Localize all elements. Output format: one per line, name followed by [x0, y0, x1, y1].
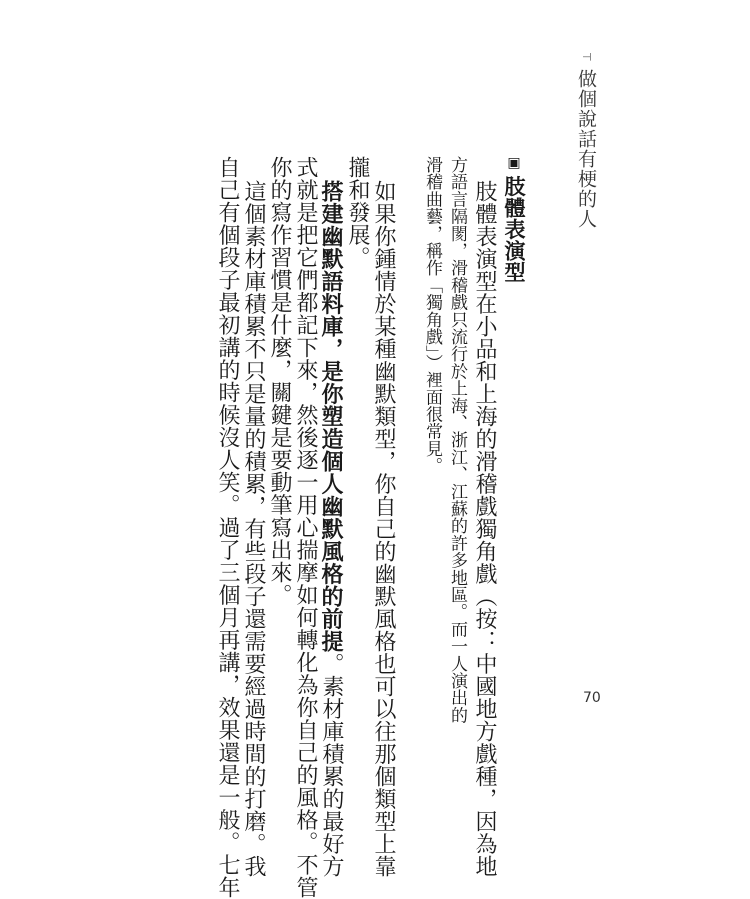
paragraph-line [320, 180, 342, 878]
paragraph-line: 自己有個段子最初講的時候沒人笑。過了三個月再講，效果還是一般。七年 [215, 156, 240, 899]
paragraph-line: 攏和發展。 [345, 156, 370, 269]
section-marker-icon: ▣ [506, 155, 522, 172]
paragraph-line: 方語言隔閡，滑稽戲只流行於上海、浙江、江蘇的許多地區。而一人演出的 [447, 156, 467, 724]
emphasis-text: 搭建幽默語料庫，是你塑造個人幽默風格的前提 [318, 180, 344, 653]
paragraph-line: 式就是把它們都記下來，然後逐一用心揣摩如何轉化為你自己的風格。不管 [293, 156, 318, 899]
paragraph-text: 。素材庫積累的最好方 [319, 652, 344, 878]
paragraph-line: 你的寫作習慣是什麼，關鍵是要動筆寫出來。 [267, 156, 292, 606]
paragraph-line: 這個素材庫積累不只是量的積累，有些段子還需要經過時間的打磨。我 [241, 180, 266, 878]
paragraph-line: 滑稽曲藝，稱作「獨角戲」）裡面很常見。 [422, 156, 442, 475]
section-heading [503, 155, 524, 283]
paragraph-line: 如果你鍾情於某種幽默類型，你自己的幽默風格也可以往那個類型上靠 [371, 180, 396, 878]
book-title: 做個說話有梗的人 [575, 68, 597, 229]
header-marker-icon: ⊤ [580, 52, 593, 63]
page-number: 70 [583, 690, 601, 706]
running-header [576, 52, 595, 229]
section-heading-text: 肢體表演型 [502, 175, 526, 283]
paragraph-line: 肢體表演型在小品和上海的滑稽戲獨角戲（按：中國地方戲種，因為地 [472, 180, 497, 878]
